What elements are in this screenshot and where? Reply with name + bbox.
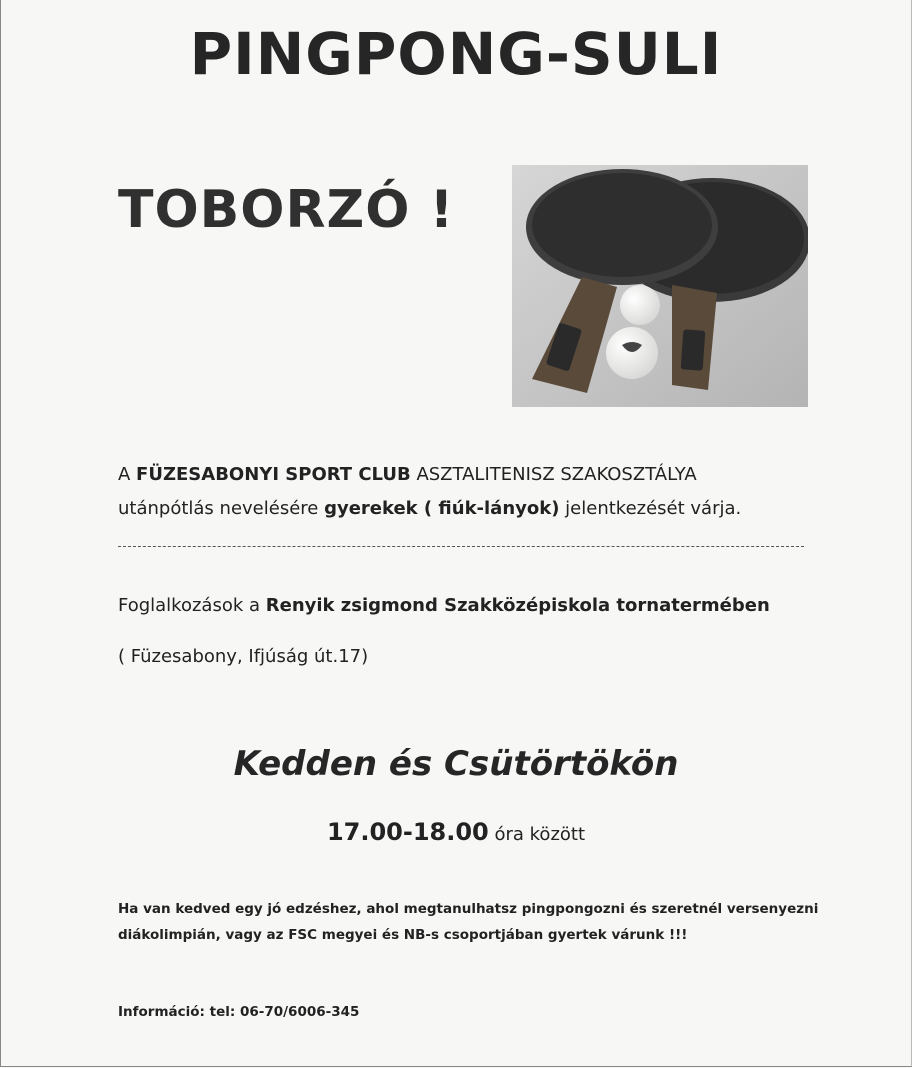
intro-text: ASZTALITENISZ SZAKOSZTÁLYA [410, 464, 697, 485]
target-kids: gyerekek ( fiúk-lányok) [324, 498, 560, 519]
ping-pong-photo [512, 165, 808, 407]
training-days: Kedden és Csütörtökön [233, 744, 679, 784]
venue-school: Renyik zsigmond Szakközépiskola tornatermében [265, 595, 770, 616]
intro-paragraph [118, 458, 818, 526]
venue-prefix: Foglalkozások a [118, 595, 266, 616]
intro-text: A [118, 464, 137, 485]
invitation-line: Ha van kedved egy jó edzéshez, ahol megtanulhatsz pingpongozni és szeretnél versenyezni [118, 901, 819, 917]
page-title: PINGPONG-SULI [189, 20, 723, 88]
recruitment-heading: TOBORZÓ ! [118, 180, 455, 240]
ping-pong-paddles-icon [512, 165, 808, 407]
intro-text: jelentkezését várja. [559, 498, 742, 519]
training-hours: 17.00-18.00 [326, 818, 489, 846]
invitation-line: diákolimpián, vagy az FSC megyei és NB-s csoportjában gyertek várunk !!! [118, 927, 688, 943]
club-name: FÜZESABONYI SPORT CLUB [136, 464, 411, 485]
invitation-text [118, 896, 838, 948]
dashed-divider [118, 546, 804, 547]
venue-line [118, 594, 838, 618]
intro-text: utánpótlás nevelésére [118, 498, 325, 519]
training-time-suffix: óra között [488, 824, 586, 845]
venue-address: ( Füzesabony, Ifjúság út.17) [118, 646, 369, 667]
contact-info: Információ: tel: 06-70/6006-345 [118, 1004, 360, 1020]
training-time [0, 818, 912, 846]
